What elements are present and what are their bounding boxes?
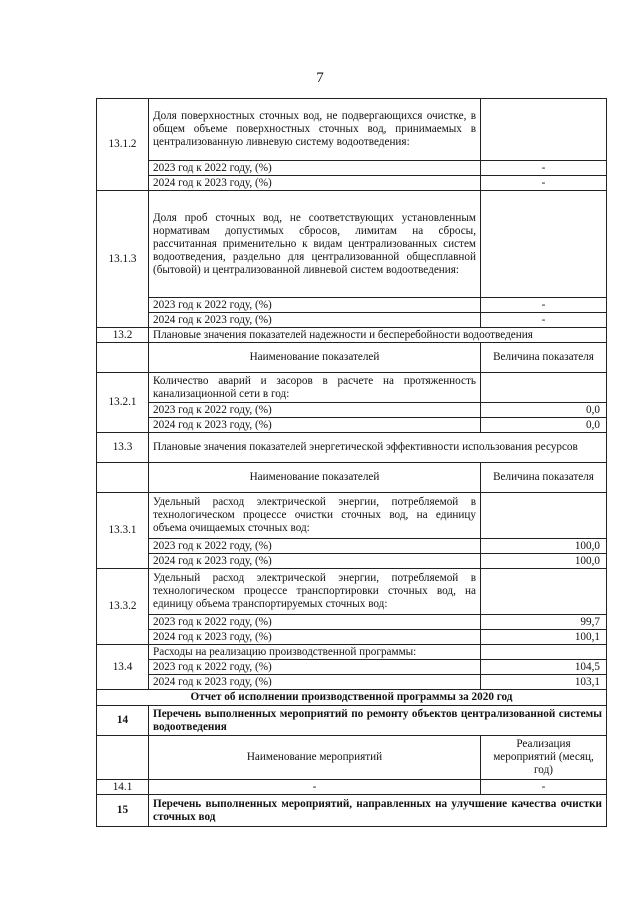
row-number: 13.2.1 <box>97 373 149 433</box>
year-label: 2023 год к 2022 году, (%) <box>149 298 481 313</box>
indicators-table <box>96 98 607 827</box>
year-label: 2024 год к 2023 году, (%) <box>149 630 481 645</box>
empty-cell <box>481 99 607 161</box>
indicator-text: Удельный расход электрической энергии, потребляемой в технологическом процессе очистки сточных вод, на единицу объема очищаемых сточных вод: <box>149 493 481 539</box>
year-value: 0,0 <box>481 418 607 433</box>
year-label: 2023 год к 2022 году, (%) <box>149 403 481 418</box>
row-number: 15 <box>97 795 149 827</box>
report-title: Отчет об исполнении производственной программы за 2020 год <box>97 690 607 706</box>
empty-cell <box>481 645 607 660</box>
year-label: 2023 год к 2022 году, (%) <box>149 660 481 675</box>
year-value: - <box>481 161 607 176</box>
empty-cell <box>481 373 607 403</box>
year-value: 103,1 <box>481 675 607 690</box>
empty-cell <box>97 343 149 373</box>
year-value: 0,0 <box>481 403 607 418</box>
header-name: Наименование показателей <box>149 463 481 493</box>
indicator-text: Количество аварий и засоров в расчете на протяженность канализационной сети в год: <box>149 373 481 403</box>
row-number: 13.4 <box>97 645 149 690</box>
empty-cell <box>97 736 149 780</box>
activity-value: - <box>481 780 607 795</box>
row-number: 13.1.3 <box>97 191 149 328</box>
year-label: 2024 год к 2023 году, (%) <box>149 313 481 328</box>
year-value: 99,7 <box>481 615 607 630</box>
empty-cell <box>481 493 607 539</box>
year-value: 100,1 <box>481 630 607 645</box>
year-label: 2023 год к 2022 году, (%) <box>149 539 481 554</box>
indicator-text: Доля поверхностных сточных вод, не подвергающихся очистке, в общем объеме поверхностных сточных вод, принимаемых в централизованную ливневую систему водоотведения: <box>149 99 481 161</box>
year-value: 100,0 <box>481 554 607 569</box>
section-heading: Перечень выполненных мероприятий по ремонту объектов централизованной системы водоотведения <box>149 706 607 736</box>
header-value: Реализация мероприятий (месяц, год) <box>481 736 607 780</box>
year-label: 2023 год к 2022 году, (%) <box>149 615 481 630</box>
year-label: 2023 год к 2022 году, (%) <box>149 161 481 176</box>
year-label: 2024 год к 2023 году, (%) <box>149 176 481 191</box>
section-heading: Перечень выполненных мероприятий, направленных на улучшение качества очистки сточных вод <box>149 795 607 827</box>
activity-name: - <box>149 780 481 795</box>
year-value: - <box>481 298 607 313</box>
year-value: - <box>481 176 607 191</box>
indicator-text: Удельный расход электрической энергии, потребляемой в технологическом процессе транспортировки сточных вод, на единицу объема транспортируемых сточных вод: <box>149 569 481 615</box>
header-value: Величина показателя <box>481 463 607 493</box>
row-number: 13.3.2 <box>97 569 149 645</box>
row-number: 13.2 <box>97 328 149 343</box>
empty-cell <box>481 569 607 615</box>
header-value: Величина показателя <box>481 343 607 373</box>
row-number: 13.3.1 <box>97 493 149 569</box>
indicator-text: Расходы на реализацию производственной программы: <box>149 645 481 660</box>
row-number: 13.3 <box>97 433 149 463</box>
section-heading: Плановые значения показателей энергетической эффективности использования ресурсов <box>149 433 607 463</box>
year-value: 100,0 <box>481 539 607 554</box>
year-value: - <box>481 313 607 328</box>
year-label: 2024 год к 2023 году, (%) <box>149 418 481 433</box>
indicator-text: Доля проб сточных вод, не соответствующих установленным нормативам допустимых сбросов, лимитам на сбросы, рассчитанная применительно к видам централизованных систем водоотведения, раздельно для централизованной общесплавной (бытовой) и централизованной ливневой систем водоотведения: <box>149 191 481 298</box>
row-number: 13.1.2 <box>97 99 149 191</box>
empty-cell <box>97 463 149 493</box>
page-number: 7 <box>316 70 324 86</box>
year-label: 2024 год к 2023 году, (%) <box>149 554 481 569</box>
year-label: 2024 год к 2023 году, (%) <box>149 675 481 690</box>
empty-cell <box>481 191 607 298</box>
header-name: Наименование показателей <box>149 343 481 373</box>
row-number: 14.1 <box>97 780 149 795</box>
section-heading: Плановые значения показателей надежности и бесперебойности водоотведения <box>149 328 607 343</box>
header-name: Наименование мероприятий <box>149 736 481 780</box>
row-number: 14 <box>97 706 149 736</box>
year-value: 104,5 <box>481 660 607 675</box>
